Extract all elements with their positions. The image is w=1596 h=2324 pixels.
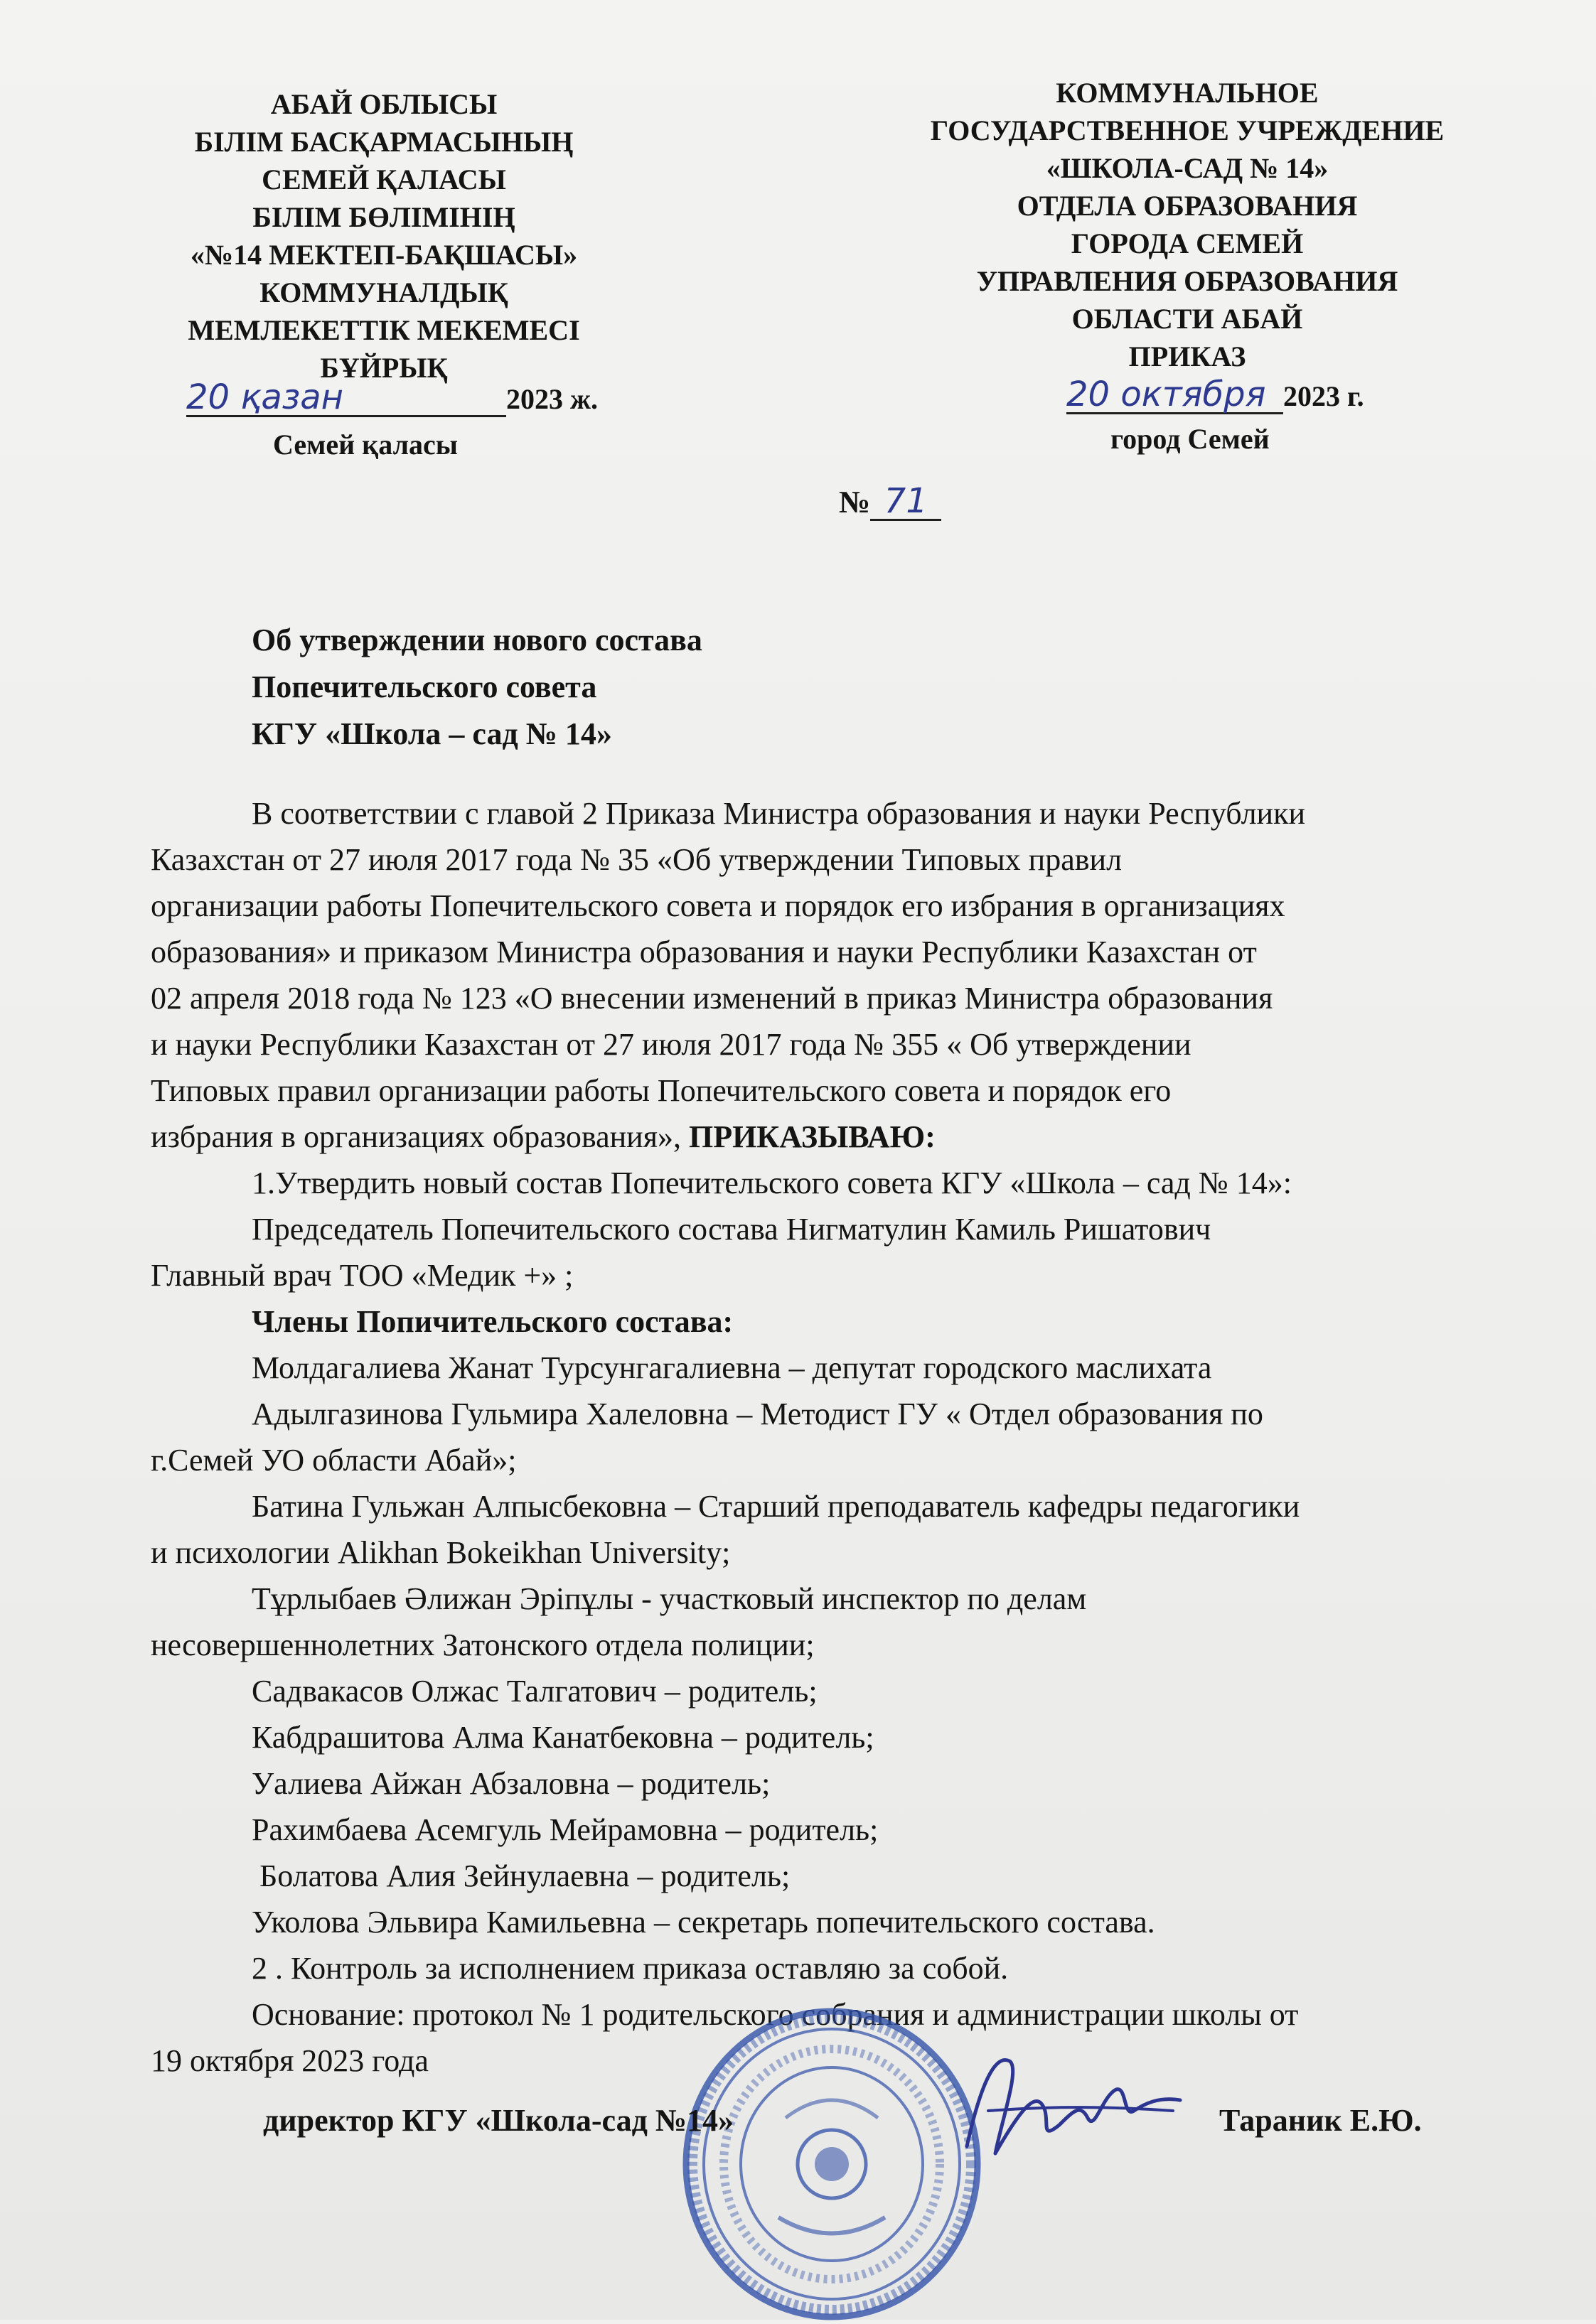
header-right-line: УПРАВЛЕНИЯ ОБРАЗОВАНИЯ [976,265,1398,297]
preamble-line: 02 апреля 2018 года № 123 «О внесении изменений в приказ Министра образования [151,981,1273,1016]
preamble-line: Казахстан от 27 июля 2017 года № 35 «Об утверждении Типовых правил [151,842,1123,877]
header-right [853,74,1521,375]
header-right-line: ПРИКАЗ [1128,340,1246,372]
header-right-line: КОММУНАЛЬНОЕ [1056,77,1319,109]
preamble-line: и науки Республики Казахстан от 27 июля 2017 года № 355 « Об утверждении [151,1027,1191,1062]
header-left-line: БІЛІМ БАСҚАРМАСЫНЫҢ [194,126,574,158]
handwritten-signature [953,2040,1187,2182]
order-number-label: № [839,485,871,520]
preamble-line: Типовых правил организации работы Попечительского совета и порядок его [151,1073,1172,1108]
date-left [186,377,599,417]
member-line-cont: несовершеннолетних Затонского отдела полиции; [151,1628,815,1662]
header-left-line: БІЛІМ БӨЛІМІНІҢ [252,201,515,233]
title-line: Об утверждении нового состава [252,623,702,657]
order-number-value: 71 [870,483,941,521]
header-left-line: БҰЙРЫҚ [320,352,448,384]
member-line: Батина Гульжан Алпысбековна – Старший преподаватель кафедры педагогики [252,1489,1300,1524]
preamble-last-line [151,1114,1594,1160]
preamble-line: организации работы Попечительского совета и порядок его избрания в организациях [151,888,1285,923]
city-left: Семей қаласы [273,429,458,461]
member-line: Молдагалиева Жанат Турсунгагалиевна – депутат городского маслихата [252,1350,1212,1385]
preamble-line: В соответствии с главой 2 Приказа Министра образования и науки Республики [252,796,1306,831]
order-title [252,617,702,758]
header-right-line: ОБЛАСТИ АБАЙ [1071,303,1303,335]
chairman-line: Председатель Попечительского состава Нигматулин Камиль Ришатович [252,1212,1211,1247]
header-left-line: МЕМЛЕКЕТТІК МЕКЕМЕСІ [188,314,580,346]
member-line: Болатова Алия Зейнулаевна – родитель; [252,1858,791,1893]
header-left-line: КОММУНАЛДЫҚ [259,276,508,308]
member-line: Тұрлыбаев Әлижан Эріпұлы - участковый инспектор по делам [252,1581,1087,1616]
member-line: Уалиева Айжан Абзаловна – родитель; [252,1766,771,1801]
header-right-line: ГОРОДА СЕМЕЙ [1071,227,1304,259]
item-1: 1.Утвердить новый состав Попечительского совета КГУ «Школа – сад № 14»: [252,1166,1292,1200]
order-word: ПРИКАЗЫВАЮ: [688,1119,936,1154]
date-right-suffix: 2023 г. [1283,380,1364,412]
members-heading: Члены Попичительского состава: [252,1304,734,1339]
member-line: Уколова Эльвира Камильевна – секретарь попечительского состава. [252,1905,1155,1940]
member-line-cont: и психологии Alikhan Bokeikhan University; [151,1535,731,1570]
title-line: Попечительского совета [252,669,597,704]
date-left-suffix: 2023 ж. [506,383,599,415]
member-line: Садвакасов Олжас Талгатович – родитель; [252,1674,818,1709]
member-line: Рахимбаева Асемгуль Мейрамовна – родитель; [252,1812,879,1847]
header-left [135,85,633,387]
basis-line: Основание: протокол № 1 родительского собрания и администрации школы от [252,1997,1299,2032]
preamble-line: образования» и приказом Министра образования и науки Республики Казахстан от [151,935,1257,969]
member-line: Адылгазинова Гульмира Халеловна – Методист ГУ « Отдел образования по [252,1397,1263,1431]
basis-line-cont: 19 октября 2023 года [151,2043,429,2078]
item-2: 2 . Контроль за исполнением приказа оставляю за собой. [252,1951,1009,1986]
date-left-handwritten: 20 қазан [186,380,506,417]
member-line: Кабдрашитова Алма Канатбековна – родитель; [252,1720,874,1755]
signature-name: Тараник Е.Ю. [1219,2103,1422,2138]
preamble-line: избрания в организациях образования», [151,1119,681,1154]
header-right-line: «ШКОЛА-САД № 14» [1046,152,1329,184]
official-seal [679,2004,985,2324]
member-line-cont: г.Семей УО области Абай»; [151,1443,517,1478]
title-line: КГУ «Школа – сад № 14» [252,716,612,751]
header-right-line: ГОСУДАРСТВЕННОЕ УЧРЕЖДЕНИЕ [930,114,1445,146]
header-left-line: АБАЙ ОБЛЫСЫ [270,88,498,120]
date-right [1066,377,1364,414]
order-number [839,483,941,521]
header-left-line: «№14 МЕКТЕП-БАҚШАСЫ» [190,239,578,271]
city-right: город Семей [1110,423,1270,455]
order-body [151,790,1594,2084]
header-right-line: ОТДЕЛА ОБРАЗОВАНИЯ [1017,190,1358,222]
date-right-handwritten: 20 октября [1066,377,1283,414]
header-left-line: СЕМЕЙ ҚАЛАСЫ [262,163,506,195]
chairman-position: Главный врач ТОО «Медик +» ; [151,1258,574,1293]
signature-role: директор КГУ «Школа-сад №14» [263,2103,734,2138]
